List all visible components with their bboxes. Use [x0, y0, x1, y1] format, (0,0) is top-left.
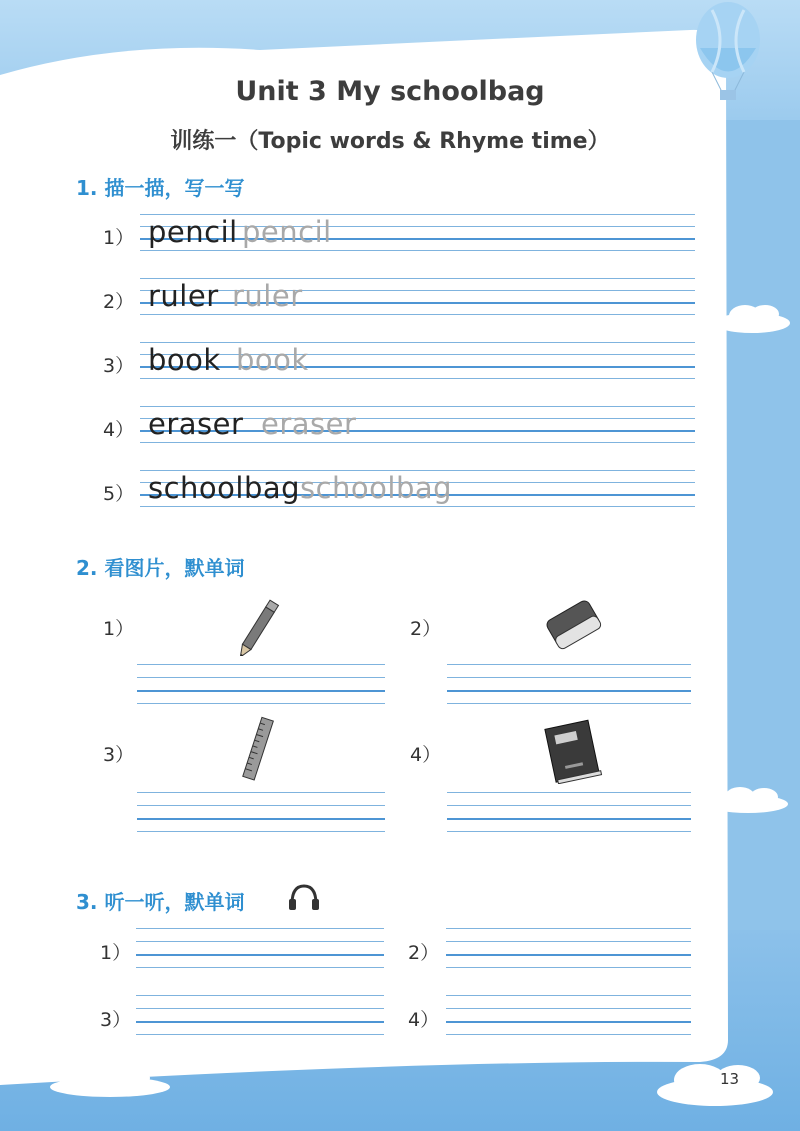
- s3-num-1: 1）: [100, 942, 132, 964]
- section3-heading: 3. 听一听，默单词: [76, 890, 245, 914]
- s2-num-4: 4）: [410, 744, 442, 766]
- s1-ghost-1: pencil: [242, 215, 332, 249]
- writing-line: [447, 831, 691, 832]
- s2-num-3: 3）: [103, 744, 135, 766]
- writing-line: [137, 805, 385, 806]
- page-title: Unit 3 My schoolbag: [235, 76, 545, 107]
- s3-answer-lines-3[interactable]: [136, 995, 384, 1036]
- s1-ghost-5: schoolbag: [300, 471, 453, 505]
- writing-line: [446, 928, 691, 929]
- s1-num-2: 2）: [103, 291, 135, 313]
- s2-answer-lines-1[interactable]: [137, 664, 385, 705]
- s3-answer-lines-1[interactable]: [136, 928, 384, 969]
- writing-line: [136, 928, 384, 929]
- writing-line: [447, 677, 691, 678]
- book-icon: [540, 718, 606, 784]
- cloud-bottom-right: [657, 1064, 773, 1106]
- writing-line: [446, 995, 691, 996]
- writing-line: [447, 690, 691, 692]
- s1-ghost-2: ruler: [232, 279, 303, 313]
- writing-line: [140, 506, 695, 507]
- section1-heading: 1. 描一描，写一写: [76, 176, 245, 200]
- trace-lines-2[interactable]: [140, 278, 695, 316]
- writing-line: [140, 314, 695, 315]
- writing-line: [137, 792, 385, 793]
- writing-line: [137, 690, 385, 692]
- writing-line: [136, 954, 384, 956]
- writing-line: [447, 664, 691, 665]
- s1-word-5: schoolbag: [148, 471, 301, 505]
- writing-line: [446, 967, 691, 968]
- writing-line: [446, 1021, 691, 1023]
- s2-num-1: 1）: [103, 618, 135, 640]
- s1-word-1: pencil: [148, 215, 238, 249]
- s1-ghost-3: book: [236, 343, 309, 377]
- writing-line: [136, 995, 384, 996]
- writing-line: [136, 967, 384, 968]
- s1-num-3: 3）: [103, 355, 135, 377]
- pencil-icon: [226, 592, 296, 656]
- writing-line: [140, 250, 695, 251]
- page-number: 13: [720, 1070, 740, 1088]
- writing-line: [446, 1034, 691, 1035]
- writing-line: [447, 792, 691, 793]
- s1-word-4: eraser: [148, 407, 244, 441]
- s1-num-4: 4）: [103, 419, 135, 441]
- s3-num-3: 3）: [100, 1009, 132, 1031]
- writing-line: [447, 805, 691, 806]
- s2-num-2: 2）: [410, 618, 442, 640]
- writing-line: [137, 831, 385, 832]
- section2-heading: 2. 看图片，默单词: [76, 556, 245, 580]
- s1-num-5: 5）: [103, 483, 135, 505]
- s2-answer-lines-2[interactable]: [447, 664, 691, 705]
- writing-line: [136, 1034, 384, 1035]
- writing-line: [140, 442, 695, 443]
- writing-line: [137, 703, 385, 704]
- writing-line: [136, 1008, 384, 1009]
- writing-line: [446, 954, 691, 956]
- writing-line: [137, 818, 385, 820]
- writing-line: [136, 941, 384, 942]
- eraser-icon: [540, 590, 610, 660]
- writing-line: [447, 703, 691, 704]
- writing-line: [136, 1021, 384, 1023]
- writing-line: [137, 677, 385, 678]
- writing-line: [140, 302, 695, 304]
- s3-num-4: 4）: [408, 1009, 440, 1031]
- writing-line: [140, 290, 695, 291]
- s1-word-2: ruler: [148, 279, 219, 313]
- s3-answer-lines-4[interactable]: [446, 995, 691, 1036]
- writing-line: [140, 342, 695, 343]
- headphones-icon[interactable]: [287, 882, 321, 912]
- s2-answer-lines-3[interactable]: [137, 792, 385, 833]
- s1-ghost-4: eraser: [261, 407, 357, 441]
- s3-num-2: 2）: [408, 942, 440, 964]
- writing-line: [137, 664, 385, 665]
- s1-num-1: 1）: [103, 227, 135, 249]
- s1-word-3: book: [148, 343, 221, 377]
- page-subtitle: 训练一（Topic words & Rhyme time）: [170, 129, 610, 154]
- writing-line: [140, 366, 695, 368]
- writing-line: [140, 378, 695, 379]
- writing-line: [446, 941, 691, 942]
- writing-line: [446, 1008, 691, 1009]
- writing-line: [140, 278, 695, 279]
- s2-answer-lines-4[interactable]: [447, 792, 691, 833]
- s3-answer-lines-2[interactable]: [446, 928, 691, 969]
- writing-line: [140, 354, 695, 355]
- writing-line: [447, 818, 691, 820]
- trace-lines-3[interactable]: [140, 342, 695, 380]
- ruler-icon: [236, 716, 282, 782]
